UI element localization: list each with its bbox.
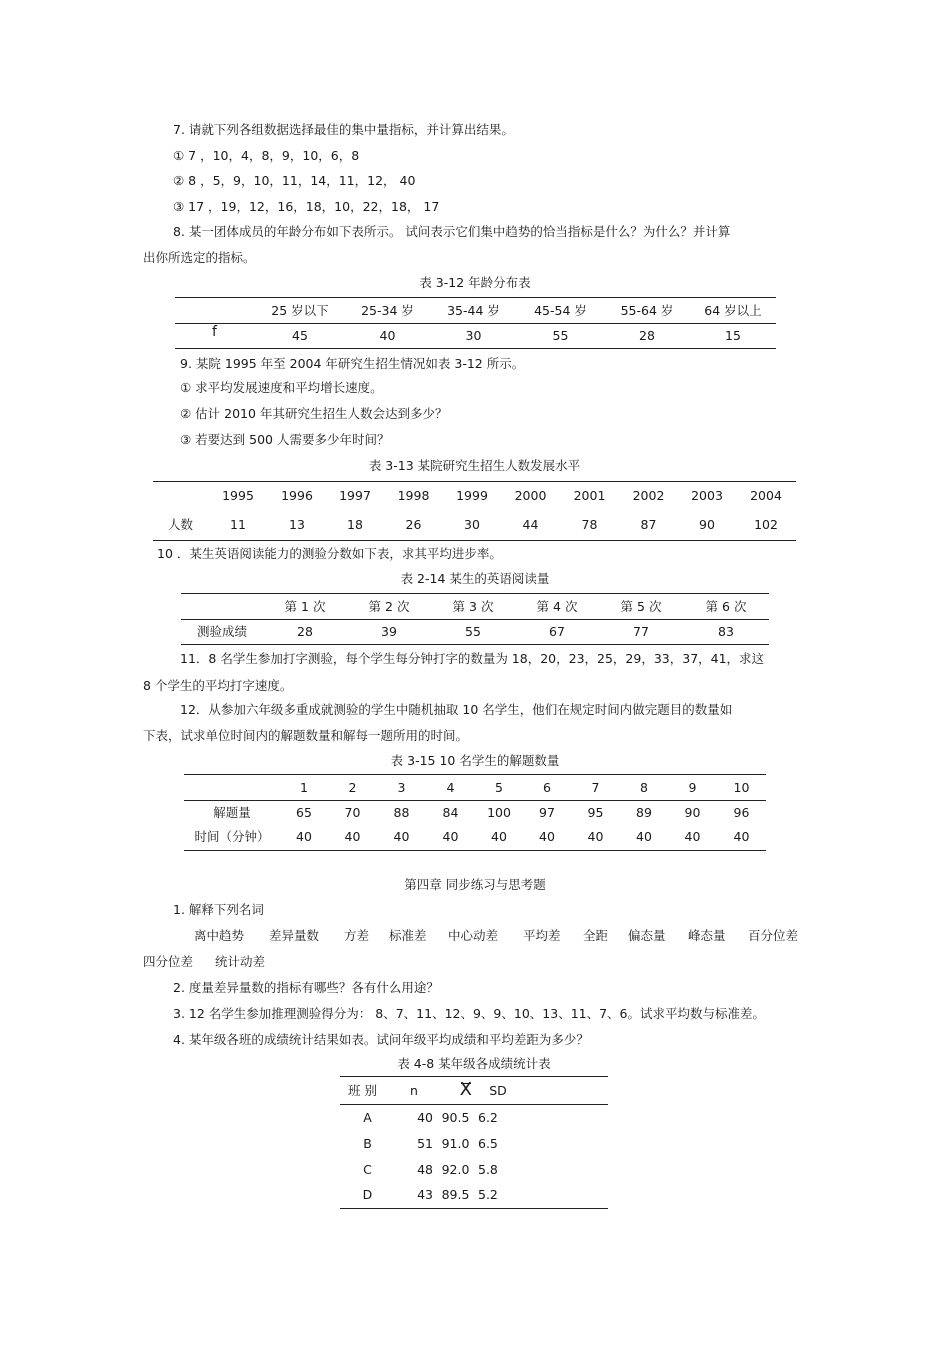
header-cell: 64 岁以上 <box>704 302 762 318</box>
row-label: f <box>212 324 217 340</box>
table-cell: 89 <box>636 804 652 820</box>
header-cell <box>153 482 208 511</box>
table-cell: 40 <box>417 1109 433 1125</box>
empty-cell <box>518 1157 608 1183</box>
header-cell: 6 <box>543 779 551 795</box>
table-cell: 43 <box>417 1187 433 1203</box>
q12-line-1: 12．从参加六年级多重成就测验的学生中随机抽取 10 名学生，他们在规定时间内做完题目的数量如 <box>180 702 733 717</box>
table-row <box>184 801 766 825</box>
table-cell: 5.2 <box>478 1187 498 1203</box>
table-cell: 84 <box>442 804 459 820</box>
header-cell: 班 别 <box>348 1082 377 1098</box>
table-cell: 51 <box>417 1135 433 1151</box>
table-cell: 5.8 <box>478 1161 498 1177</box>
table-cell: 13 <box>289 517 305 533</box>
table-2-14-header-row <box>181 594 769 620</box>
row-label: C <box>363 1161 372 1177</box>
table-cell: 11 <box>230 517 246 533</box>
table-cell: 102 <box>754 517 778 533</box>
term-item: 四分位差 <box>143 954 194 969</box>
table-3-12-header-row <box>175 298 776 324</box>
header-cell: 2003 <box>691 488 723 504</box>
header-cell: 2 <box>348 779 357 795</box>
q9-item-2: ② 估计 2010 年其研究生招生人数会达到多少？ <box>180 406 448 421</box>
header-cell <box>181 594 263 620</box>
table-row <box>153 511 796 541</box>
table-cell: 6.5 <box>478 1135 498 1151</box>
table-row <box>181 620 769 645</box>
table-cell: 26 <box>405 517 422 533</box>
term-item: 方差 <box>344 928 370 943</box>
header-cell: n <box>410 1082 418 1098</box>
header-cell: 第 6 次 <box>705 598 747 614</box>
header-cell: 2000 <box>514 488 547 504</box>
header-cell: 25-34 岁 <box>361 302 414 318</box>
table-cell: 45 <box>292 328 308 343</box>
header-cell: 第 4 次 <box>536 598 578 614</box>
table-3-12 <box>175 297 776 349</box>
table-4-8-header-row <box>340 1077 608 1105</box>
table-row <box>340 1183 608 1209</box>
table-row <box>184 825 766 851</box>
table-cell: 92.0 <box>441 1161 470 1177</box>
table-cell: 18 <box>347 517 363 533</box>
row-label: D <box>362 1187 373 1203</box>
table-cell: 55 <box>465 624 481 639</box>
table-cell: 15 <box>725 328 741 343</box>
table-cell: 40 <box>379 328 396 343</box>
q7-item-2: ② 8 ，5，9，10，11，14，11，12， 40 <box>173 173 416 188</box>
q7-item-1: ① 7 ，10，4，8，9，10，6，8 <box>173 148 360 163</box>
header-cell: 55-64 岁 <box>620 302 674 318</box>
table-cell: 6.2 <box>478 1109 498 1125</box>
empty-cell <box>518 1183 608 1209</box>
table-4-8 <box>340 1076 608 1209</box>
q9-item-1: ① 求平均发展速度和平均增长速度。 <box>180 380 383 395</box>
header-cell <box>175 298 255 324</box>
table-cell: 40 <box>442 829 459 845</box>
table-cell: 40 <box>636 829 652 845</box>
q7-title: 7. 请就下列各组数据选择最佳的集中量指标，并计算出结果。 <box>173 122 514 137</box>
term-item: 离中趋势 <box>194 928 245 943</box>
term-item: 标准差 <box>389 928 427 943</box>
header-cell: 2004 <box>750 488 782 504</box>
table-cell: 65 <box>296 804 312 820</box>
empty-cell <box>518 1131 608 1157</box>
header-cell: 1999 <box>456 488 488 504</box>
row-label: 测验成绩 <box>196 624 247 639</box>
table-cell: 30 <box>465 328 482 343</box>
term-item: 统计动差 <box>215 954 266 969</box>
q11-line-2: 8 个学生的平均打字速度。 <box>143 678 293 693</box>
table-cell: 89.5 <box>441 1187 470 1203</box>
table-cell: 48 <box>417 1161 433 1177</box>
term-item: 全距 <box>583 928 609 943</box>
table-cell: 67 <box>549 624 565 639</box>
table-cell: 87 <box>640 517 657 533</box>
ch4-q3: 3. 12 名学生参加推理测验得分为： 8、7、11、12、9、9、10、13、11、7、6。试求平均数与标准差。 <box>173 1006 765 1021</box>
table-cell: 90 <box>684 804 701 820</box>
q9-item-3: ③ 若要达到 500 人需要多少年时间？ <box>180 432 390 447</box>
header-cell <box>184 775 280 801</box>
header-cell: 35-44 岁 <box>447 302 500 318</box>
chapter-4-heading: 第四章 同步练习与思考题 <box>404 877 546 892</box>
row-label: 人数 <box>167 517 193 533</box>
header-cell: 25 岁以下 <box>271 302 329 318</box>
table-cell: 100 <box>487 804 511 820</box>
header-cell: 第 1 次 <box>284 598 326 614</box>
q11-line-1: 11．8 名学生参加打字测验，每个学生每分钟打字的数量为 18，20，23，25，29，33，37，41，求这 <box>180 651 765 666</box>
header-cell: 1 <box>300 779 308 795</box>
table-3-15-header-row <box>184 775 766 801</box>
empty-cell <box>518 1077 608 1105</box>
table-cell: 83 <box>718 624 734 639</box>
header-cell: 2002 <box>632 488 665 504</box>
header-cell: 9 <box>688 779 697 795</box>
table-3-13 <box>153 481 796 541</box>
ch4-q1: 1. 解释下列名词 <box>173 902 264 917</box>
table-3-15-caption: 表 3-15 10 名学生的解题数量 <box>390 753 560 768</box>
term-item: 峰态量 <box>688 928 726 943</box>
term-item: 差异量数 <box>269 928 320 943</box>
table-3-15 <box>184 774 766 851</box>
table-cell: 40 <box>684 829 701 845</box>
header-cell: 5 <box>495 779 503 795</box>
header-cell: 第 5 次 <box>620 598 662 614</box>
ch4-q2: 2. 度量差异量数的指标有哪些？各有什么用途？ <box>173 980 439 995</box>
table-cell: 40 <box>733 829 750 845</box>
term-item: 偏态量 <box>628 928 666 943</box>
q8-line-1: 8. 某一团体成员的年龄分布如下表所示。 试问表示它们集中趋势的恰当指标是什么？为什么？并计算 <box>173 224 731 239</box>
table-cell: 88 <box>393 804 410 820</box>
table-cell: 30 <box>464 517 480 533</box>
row-label: 解题量 <box>213 804 251 820</box>
table-3-13-header-row <box>153 482 796 511</box>
q9-line-1: 9. 某院 1995 年至 2004 年研究生招生情况如表 3-12 所示。 <box>180 356 525 371</box>
row-label: 时间（分钟） <box>194 829 270 845</box>
row-label: A <box>363 1109 372 1125</box>
table-3-13-caption: 表 3-13 某院研究生招生人数发展水平 <box>368 458 581 473</box>
table-cell: 40 <box>587 829 604 845</box>
table-cell: 28 <box>639 328 655 343</box>
header-cell: 2001 <box>573 488 606 504</box>
table-cell: 40 <box>296 829 312 845</box>
table-row <box>175 324 776 349</box>
q8-line-2: 出你所选定的指标。 <box>143 250 256 265</box>
table-cell: 55 <box>552 328 569 343</box>
table-row <box>340 1131 608 1157</box>
table-cell: 95 <box>587 804 604 820</box>
header-cell: 1995 <box>222 488 254 504</box>
header-cell: 第 3 次 <box>452 598 494 614</box>
table-2-14 <box>181 593 769 645</box>
table-cell: 40 <box>491 829 507 845</box>
table-cell: 78 <box>581 517 598 533</box>
ch4-q4: 4. 某年级各班的成绩统计结果如表。试问年级平均成绩和平均差距为多少？ <box>173 1032 589 1047</box>
table-3-12-caption: 表 3-12 年龄分布表 <box>419 275 531 290</box>
table-cell: 97 <box>539 804 555 820</box>
table-cell: 40 <box>344 829 361 845</box>
q12-line-2: 下表，试求单位时间内的解题数量和解每一题所用的时间。 <box>143 728 469 743</box>
table-row <box>340 1157 608 1183</box>
table-2-14-caption: 表 2-14 某生的英语阅读量 <box>400 571 550 586</box>
header-cell: 8 <box>640 779 648 795</box>
table-cell: 77 <box>633 624 649 639</box>
header-cell: SD <box>489 1082 507 1098</box>
table-row <box>340 1105 608 1131</box>
header-cell: 10 <box>733 779 750 795</box>
term-item: 百分位差 <box>748 928 799 943</box>
header-cell: 1998 <box>397 488 430 504</box>
header-cell: 1997 <box>339 488 371 504</box>
mean-x-bar-header: X <box>459 1079 472 1100</box>
q10-line-1: 10 ．某生英语阅读能力的测验分数如下表，求其平均进步率。 <box>157 546 502 561</box>
header-cell: 4 <box>446 779 455 795</box>
term-item: 中心动差 <box>448 928 499 943</box>
table-cell: 91.0 <box>441 1135 470 1151</box>
empty-cell <box>518 1105 608 1131</box>
term-item: 平均差 <box>523 928 561 943</box>
table-cell: 90 <box>699 517 715 533</box>
header-cell: 45-54 岁 <box>534 302 587 318</box>
row-label: B <box>363 1135 372 1151</box>
table-cell: 90.5 <box>441 1109 470 1125</box>
table-cell: 39 <box>381 624 397 639</box>
table-cell: 44 <box>522 517 539 533</box>
table-4-8-caption: 表 4-8 某年级各成绩统计表 <box>397 1056 551 1071</box>
header-cell: 第 2 次 <box>368 598 410 614</box>
header-cell: 1996 <box>281 488 313 504</box>
q7-item-3: ③ 17 ，19，12，16，18，10，22，18， 17 <box>173 199 440 214</box>
table-cell: 40 <box>539 829 555 845</box>
table-cell: 28 <box>297 624 313 639</box>
table-cell: 40 <box>393 829 410 845</box>
table-cell: 96 <box>733 804 750 820</box>
table-cell: 70 <box>344 804 361 820</box>
header-cell: 7 <box>591 779 600 795</box>
header-cell: 3 <box>397 779 406 795</box>
